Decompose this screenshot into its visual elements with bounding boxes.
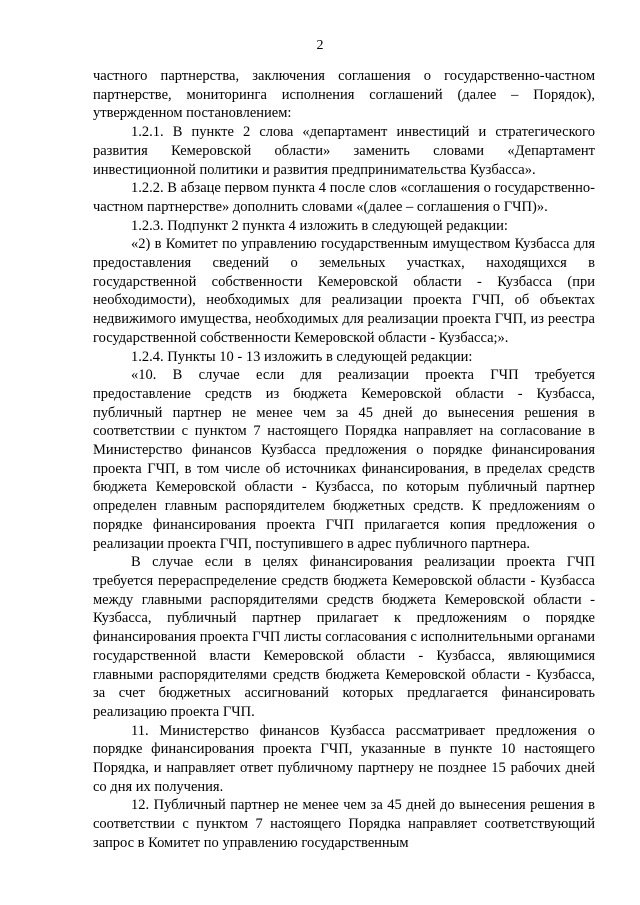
paragraph-point-10: «10. В случае если для реализации проекта ГЧП требуется предоставление средств из бюджета Кемеровской области - Кузбасса, публичный партнер не менее чем за 45 дней до вынесения решения в соответствии с пунктом 7 настоящего Порядка направляет на согласование в Министерство финансов Кузбасса предложения о порядке финансирования проекта ГЧП, в том числе об источниках финансирования, в пределах средств бюджета Кемеровской области - Кузбасса, по которым публичный партнер определен главным распорядителем бюджетных средств. К предложениям о порядке финансирования проекта ГЧП прилагается копия предложения о реализации проекта ГЧП, поступившего в адрес публичного партнера. [93,367,595,552]
paragraph-intro-continuation: частного партнерства, заключения соглашения о государственно-частном партнерстве, мониторинга исполнения соглашений (далее – Порядок), утвержденном постановлением: [93,68,595,122]
paragraph-subpoint-2: «2) в Комитет по управлению государственным имуществом Кузбасса для предоставления сведений о земельных участках, находящихся в государственной собственности Кемеровской области - Кузбасса (при необходимости), необходимых для реализации проекта ГЧП, об объектах недвижимого имущества, необходимых для реализации проекта ГЧП, из реестра государственной собственности Кемеровской области - Кузбасса;». [93,236,595,346]
document-body [93,67,595,853]
paragraph-1-2-2: 1.2.2. В абзаце первом пункта 4 после слов «соглашения о государственно-частном партнерстве» дополнить словами «(далее – соглашения о ГЧП)». [93,180,595,215]
paragraph-point-11: 11. Министерство финансов Кузбасса рассматривает предложения о порядке финансирования проекта ГЧП, указанные в пункте 10 настоящего Порядка, и направляет ответ публичному партнеру не позднее 15 рабочих дней со дня их получения. [93,722,595,795]
page-number: 2 [316,38,324,53]
paragraph-1-2-1: 1.2.1. В пункте 2 слова «департамент инвестиций и стратегического развития Кемеровской области» заменить словами «Департамент инвестиционной политики и развития предпринимательства Кузбасса». [93,124,595,178]
paragraph-point-10-part-2: В случае если в целях финансирования реализации проекта ГЧП требуется перераспределение средств бюджета Кемеровской области - Кузбасса между главными распорядителями средств бюджета Кемеровской области - Кузбасса, публичный партнер прилагает к предложениям о порядке финансирования проекта ГЧП листы согласования с исполнительными органами государственной власти Кемеровской области - Кузбасса, являющимися главными распорядителями средств бюджета Кемеровской области - Кузбасса, за счет бюджетных ассигнований которых предлагается финансировать реализацию проекта ГЧП. [93,554,595,720]
paragraph-point-12: 12. Публичный партнер не менее чем за 45 дней до вынесения решения в соответствии с пунктом 7 настоящего Порядка направляет соответствующий запрос в Комитет по управлению государственным [93,797,595,851]
paragraph-1-2-4: 1.2.4. Пункты 10 - 13 изложить в следующей редакции: [131,348,473,365]
paragraph-1-2-3: 1.2.3. Подпункт 2 пункта 4 изложить в следующей редакции: [131,217,508,234]
